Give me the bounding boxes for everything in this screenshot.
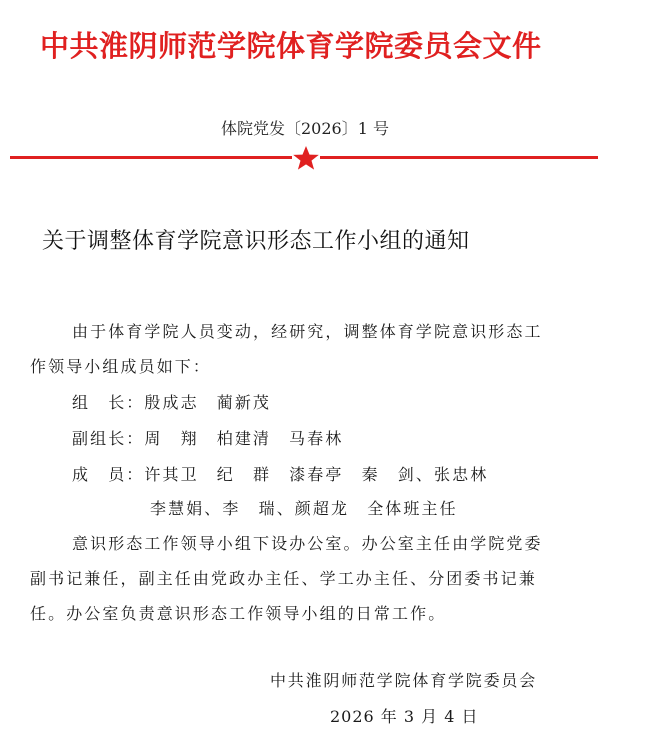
deputy-leader-label: 副组长： — [72, 429, 145, 448]
leader-member: 殷成志 — [144, 393, 199, 412]
office-paragraph-line-1: 意识形态工作领导小组下设办公室。办公室主任由学院党委 — [72, 534, 543, 553]
star-icon — [291, 146, 321, 170]
deputy-leader-member: 马春林 — [289, 429, 344, 448]
deputy-leader-member: 柏建清 — [216, 429, 272, 448]
members-row — [72, 462, 488, 485]
office-paragraph-line-3: 任。办公室负责意识形态工作领导小组的日常工作。 — [30, 604, 447, 623]
red-divider-right — [320, 156, 598, 159]
leader-label: 组 长： — [72, 393, 145, 412]
document-number: 体院党发〔2026〕1 号 — [221, 119, 389, 138]
deputy-leader-member: 周 翔 — [144, 429, 199, 448]
notice-title: 关于调整体育学院意识形态工作小组的通知 — [42, 229, 470, 254]
office-paragraph-line-2: 副书记兼任，副主任由党政办主任、学工办主任、分团委书记兼 — [30, 569, 537, 588]
issue-date: 2026 年 3 月 4 日 — [330, 707, 479, 726]
members-label: 成 员： — [72, 465, 145, 484]
leader-row — [72, 390, 271, 413]
members-list-line-1: 许其卫 纪 群 漆春亭 秦 剑、张忠林 — [144, 465, 489, 484]
leader-member: 蔺新茂 — [216, 393, 272, 412]
document-header-title: 中共淮阴师范学院体育学院委员会文件 — [40, 29, 542, 63]
red-divider-left — [10, 156, 292, 159]
intro-paragraph-line-1: 由于体育学院人员变动，经研究，调整体育学院意识形态工 — [72, 322, 543, 341]
deputy-leader-row — [72, 426, 343, 449]
intro-paragraph-line-2: 作领导小组成员如下： — [30, 357, 212, 376]
issuing-organization: 中共淮阴师范学院体育学院委员会 — [270, 671, 538, 690]
members-list-line-2: 李慧娟、李 瑞、颜超龙 全体班主任 — [150, 499, 458, 518]
